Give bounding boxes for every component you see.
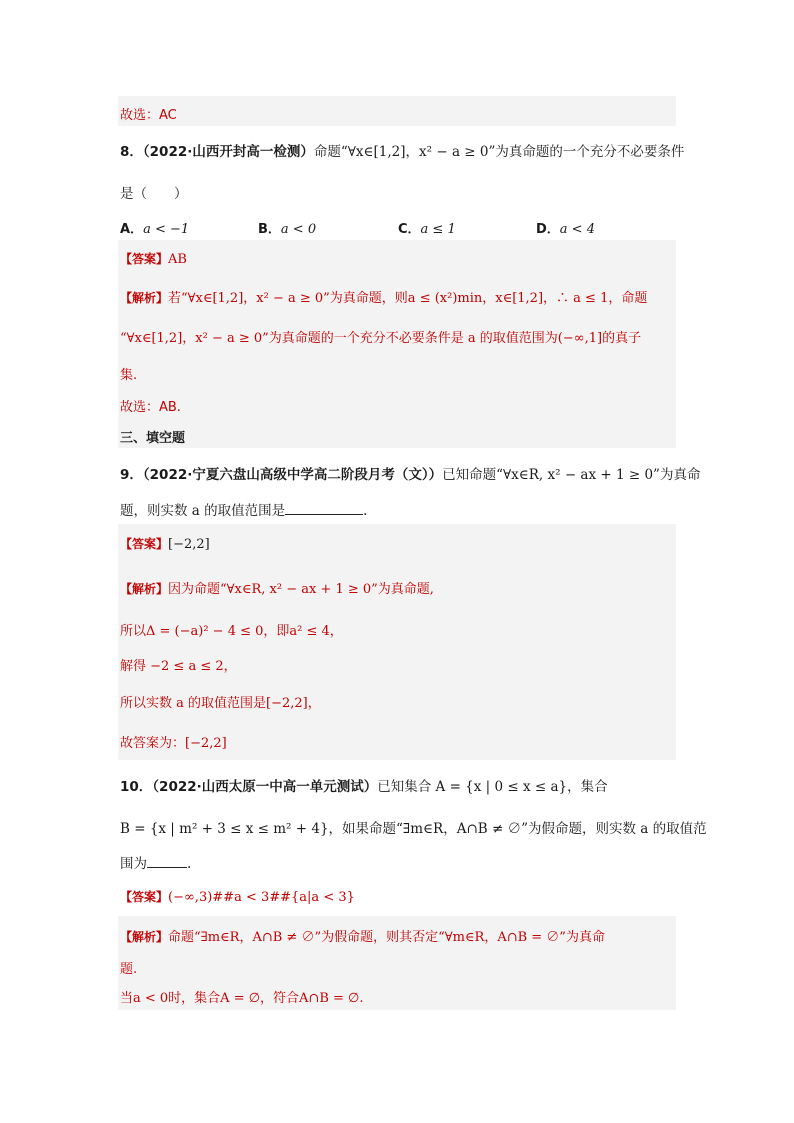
q8-source: （2022·山西开封高一检测） bbox=[142, 144, 314, 160]
q10-stem-line1 bbox=[120, 775, 676, 795]
q10-analysis-line1: 【解析】命题“∃m∈R，A∩B ≠ ∅”为假命题，则其否定“∀m∈R，A∩B = ∅”为真命 bbox=[120, 930, 605, 945]
section-title: 三、填空题 bbox=[120, 431, 186, 446]
q8-option-b: B．a < 0 bbox=[258, 222, 317, 237]
q9-analysis-line5: 故答案为：[−2,2] bbox=[120, 736, 227, 751]
q8-answer: 【答案】AB bbox=[120, 252, 187, 267]
answer-band-q9 bbox=[118, 524, 676, 760]
q9-analysis-line1: 【解析】因为命题“∀x∈R, x² − ax + 1 ≥ 0”为真命题, bbox=[120, 582, 434, 597]
q7-conclusion: 故选：AC bbox=[120, 108, 177, 123]
q10-stem-line2: B = {x | m² + 3 ≤ x ≤ m² + 4}，如果命题“∃m∈R，A∩B ≠ ∅”为假命题，则实数 a 的取值范 bbox=[120, 821, 707, 837]
q10-stem-text1: 已知集合 A = {x | 0 ≤ x ≤ a}，集合 bbox=[377, 779, 608, 795]
q9-answer-blank[interactable] bbox=[285, 502, 363, 515]
q10-answer-blank[interactable] bbox=[147, 855, 187, 868]
q8-analysis-line1: 【解析】若“∀x∈[1,2]，x² − a ≥ 0”为真命题，则a ≤ (x²)min，x∈[1,2]，∴ a ≤ 1，命题 bbox=[120, 291, 648, 306]
q8-conclusion: 故选：AB. bbox=[120, 400, 181, 415]
q9-stem-line2: 题，则实数 a 的取值范围是 . bbox=[120, 503, 368, 519]
q10-analysis-line2: 题. bbox=[120, 962, 138, 977]
q9-stem-text1: 已知命题“∀x∈R, x² − ax + 1 ≥ 0”为真命 bbox=[442, 467, 701, 483]
q8-number: 8． bbox=[120, 144, 143, 160]
q9-analysis-line2: 所以Δ = (−a)² − 4 ≤ 0，即a² ≤ 4， bbox=[120, 624, 343, 639]
q9-number: 9． bbox=[120, 467, 143, 483]
q9-answer: 【答案】[−2,2] bbox=[120, 537, 210, 552]
q8-stem-line2: 是（ ） bbox=[120, 186, 188, 202]
q8-analysis-line3: 集. bbox=[120, 368, 138, 383]
q10-analysis-line3: 当a < 0时，集合A = ∅，符合A∩B = ∅. bbox=[120, 991, 364, 1006]
q9-analysis-line3: 解得 −2 ≤ a ≤ 2， bbox=[120, 659, 237, 674]
q9-analysis-line4: 所以实数 a 的取值范围是[−2,2]， bbox=[120, 696, 321, 711]
q10-answer: 【答案】(−∞,3)##a < 3##{a|a < 3} bbox=[120, 890, 355, 905]
q9-source: （2022·宁夏六盘山高级中学高二阶段月考（文）） bbox=[142, 467, 443, 483]
q8-analysis-line2: “∀x∈[1,2]，x² − a ≥ 0”为真命题的一个充分不必要条件是 a 的取值范围为(−∞,1]的真子 bbox=[120, 331, 642, 346]
q8-option-c: C．a ≤ 1 bbox=[398, 222, 456, 237]
q8-stem-text1: 命题“∀x∈[1,2]，x² − a ≥ 0”为真命题的一个充分不必要条件 bbox=[313, 144, 685, 160]
q8-stem-line1 bbox=[120, 140, 685, 160]
q10-stem-line3: 围为 . bbox=[120, 856, 192, 872]
q10-source: （2022·山西太原一中高一单元测试） bbox=[152, 779, 378, 795]
q8-option-a: A．a < −1 bbox=[120, 222, 190, 237]
q8-option-d: D．a < 4 bbox=[536, 222, 595, 237]
q10-number: 10． bbox=[120, 779, 153, 795]
q9-stem-line1 bbox=[120, 463, 701, 483]
